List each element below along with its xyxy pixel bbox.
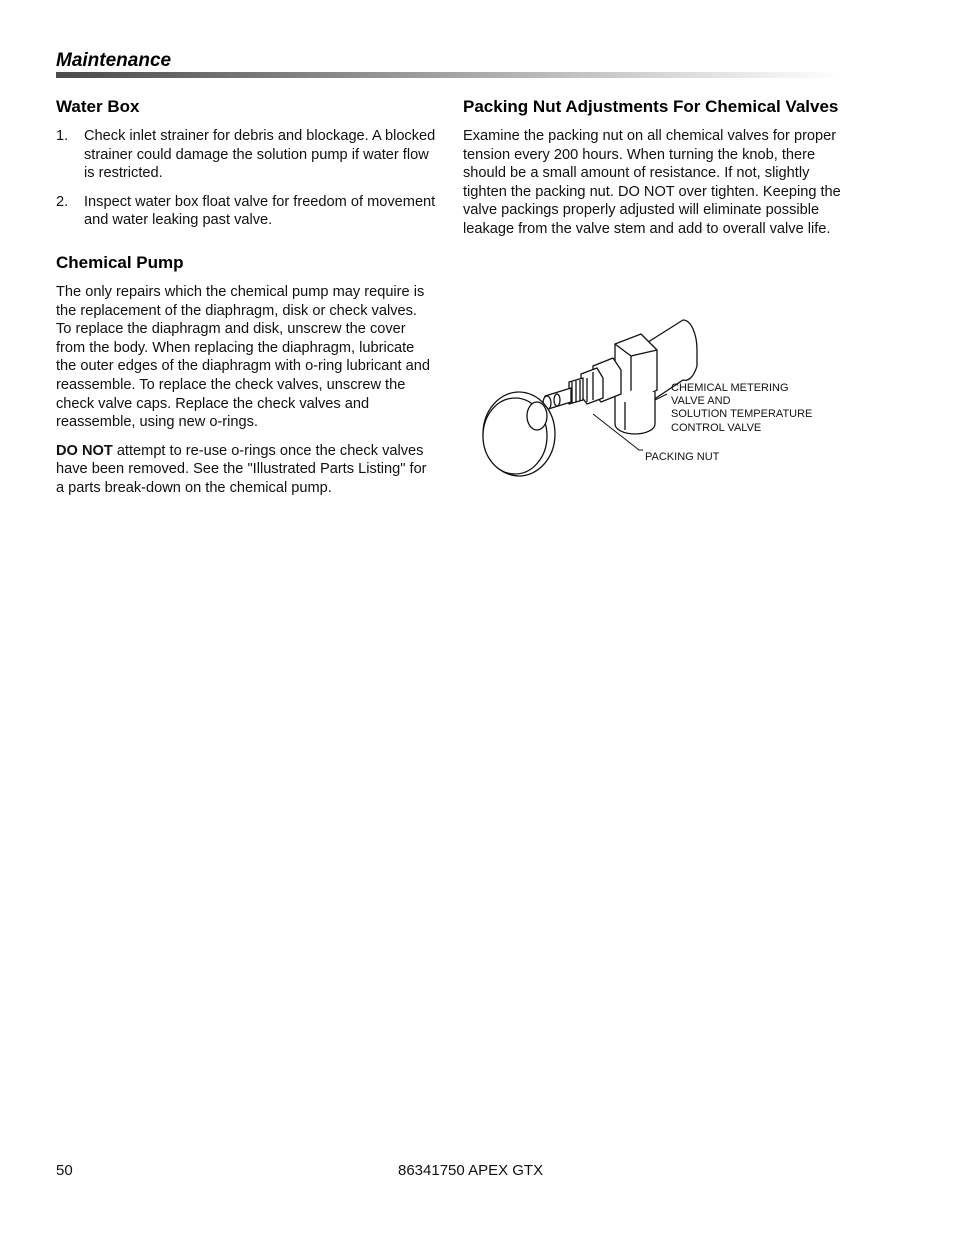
o-ring-warning-text: attempt to re-use o-rings once the check valves have been removed. See the "Illustrated Parts Listing" for a parts break-down on the chemical pump. (56, 442, 427, 496)
chemical-valve-label: CHEMICAL METERING VALVE AND SOLUTION TEMPERATURE CONTROL VALVE (671, 382, 813, 434)
header-rule (56, 72, 842, 78)
list-item-text: Check inlet strainer for debris and blockage. A blocked strainer could damage the solution pump if water flow is restricted. (84, 128, 436, 182)
packing-nut-paragraph: Examine the packing nut on all chemical valves for proper tension every 200 hours. When turning the knob, there should be a small amount of resistance. If not, slightly tighten the packing nut. DO NOT over tighten. Keeping the valve packings properly adjusted will eliminate possible leakage from the valve stem and add to overall valve life. (463, 128, 841, 237)
page-number: 50 (56, 1162, 73, 1179)
section-header: Maintenance (56, 50, 172, 71)
list-item-number: 1. (56, 128, 69, 144)
chemical-pump-heading: Chemical Pump (56, 252, 184, 272)
packing-nut-heading: Packing Nut Adjustments For Chemical Valves (463, 97, 839, 116)
chemical-pump-paragraph: The only repairs which the chemical pump may require is the replacement of the diaphragm, disk or check valves. To replace the diaphragm and disk, unscrew the cover from the body. When replacing the diaphragm, lubricate the outer edges of the diaphragm with o-ring lubricant and reassemble. To replace the check valves, unscrew the check valve caps. Replace the check valves and reassemble, using new o-rings. (56, 283, 430, 431)
list-item-number: 2. (56, 193, 69, 210)
o-ring-warning-paragraph (56, 442, 436, 498)
list-item-text: Inspect water box float valve for freedom of movement and water leaking past valve. (84, 193, 436, 229)
document-id: 86341750 APEX GTX (398, 1162, 544, 1179)
water-box-heading: Water Box (56, 97, 140, 116)
list-item (56, 193, 436, 230)
do-not-emphasis: DO NOT (56, 442, 113, 459)
water-box-list (56, 127, 436, 230)
list-item (56, 127, 436, 183)
packing-nut-label: PACKING NUT (645, 451, 720, 463)
left-column (56, 96, 436, 508)
right-column (463, 96, 845, 249)
valve-figure (475, 312, 845, 482)
